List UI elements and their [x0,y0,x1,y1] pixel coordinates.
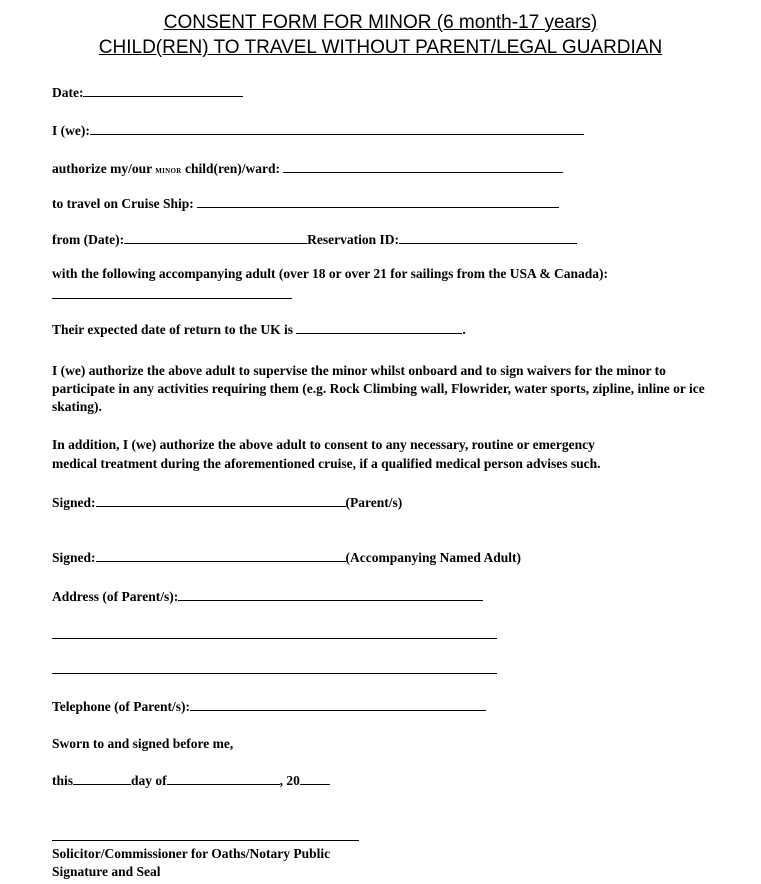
day-of-label: day of [131,773,167,788]
adult-signature-field[interactable] [96,548,346,562]
solicitor-label-line-2: Signature and Seal [52,864,161,879]
cruise-label: to travel on Cruise Ship: [52,196,194,211]
return-date-field[interactable] [296,320,462,334]
i-we-label: I (we): [52,123,90,138]
signed-label: Signed: [52,495,96,510]
parent-suffix: (Parent/s) [345,495,403,510]
from-date-field[interactable] [124,230,307,244]
address-row [52,587,483,605]
telephone-label: Telephone (of Parent/s): [52,699,190,714]
authorize-label-b: child(ren)/ward: [185,161,281,176]
telephone-row [52,697,486,715]
from-date-row [52,230,577,248]
form-title-line-2: CHILD(REN) TO TRAVEL WITHOUT PARENT/LEGAL GUARDIAN [98,37,663,58]
signed-adult-row [52,548,521,566]
i-we-field[interactable] [90,121,584,135]
telephone-field[interactable] [190,697,486,711]
date-label: Date: [52,85,84,100]
reservation-id-field[interactable] [399,230,577,244]
medical-paragraph-line-2: medical treatment during the aforementioned cruise, if a qualified medical person advises such. [52,456,601,471]
year-prefix: , 20 [279,773,300,788]
return-end: . [462,322,466,337]
address-field-3[interactable] [52,673,497,674]
address-field-1[interactable] [178,587,483,601]
medical-paragraph-line-1: In addition, I (we) authorize the above adult to consent to any necessary, routine or emergency [52,437,595,452]
address-label: Address (of Parent/s): [52,589,179,604]
return-row [52,320,466,338]
solicitor-label-line-1: Solicitor/Commissioner for Oaths/Notary Public [52,846,331,861]
child-ward-field[interactable] [283,159,563,173]
solicitor-signature-field[interactable] [52,840,359,841]
signed-parent-row [52,493,402,511]
accompanying-adult-field[interactable] [52,298,292,299]
sworn-year-field[interactable] [300,771,330,785]
cruise-row [52,194,559,212]
supervise-paragraph: I (we) authorize the above adult to supervise the minor whilst onboard and to sign waivers for the minor to participate in any activities requiring them (e.g. Rock Climbing wall, Flowrider, water sports, zipline, inline or ice skating). [52,363,705,414]
parent-signature-field[interactable] [96,493,346,507]
sworn-date-row [52,771,330,789]
authorize-label-minor: MINOR [155,167,182,175]
form-title-line-1: CONSENT FORM FOR MINOR (6 month-17 years) [163,12,598,33]
sworn-day-field[interactable] [73,771,131,785]
adult-suffix: (Accompanying Named Adult) [345,550,522,565]
authorize-label-a: authorize my/our [52,161,152,176]
this-label: this [52,773,74,788]
address-field-2[interactable] [52,638,497,639]
return-label: Their expected date of return to the UK is [52,322,293,337]
date-field[interactable] [83,83,243,97]
from-date-label: from (Date): [52,232,125,247]
authorize-row [52,159,563,177]
signed-label: Signed: [52,550,96,565]
adult-label: with the following accompanying adult (over 18 or over 21 for sailings from the USA & Canada): [52,266,609,281]
sworn-month-field[interactable] [167,771,280,785]
sworn-label: Sworn to and signed before me, [52,736,234,751]
reservation-label: Reservation ID: [307,232,399,247]
date-row [52,83,243,101]
i-we-row [52,121,584,139]
cruise-ship-field[interactable] [197,194,559,208]
